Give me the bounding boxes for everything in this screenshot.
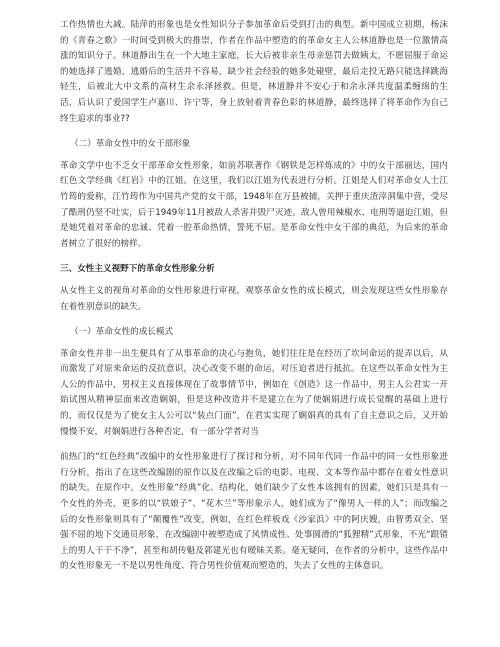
paragraph-growth-pattern: 革命女性并非一出生便具有了从事革命的决心与抱负，她们往往是在经历了坎坷命运的捉弄以后，从而激发了对原来命运的反抗意识，决心改变不堪的命运，对压迫者进行抵抗。在这些以革命女性为主人公的作品中，男权主义直接体现在了故事情节中，例如在《创造》这一作品中，男主人公君实一开始试图从精神层面来改造娴娟，但是这种改造并不是建立在为了使娴娟进行成长觉醒的基础上进行的，而仅仅是为了使女主人公可以“装点门面”，在君实实现了娴娟真的具有了自主意识之后，又开始慢慢不安，对娴娟进行各种否定，有一部分学者对当 [60, 348, 448, 437]
paragraph-jiang-jie: 革命文学中也不乏女干部革命女性形象，如前苏联著作《钢铁是怎样炼成的》中的女干部丽达，国内红色文学经典《红岩》中的江姐。在这里，我们以江姐为代表进行分析。江姐是人们对革命女人士江竹筠的爱称，江竹筠作为中国共产党的女干部，1948年在万县被捕，关押于重庆渣滓洞集中营，受尽了酷刑仍坚不吐实，后于1949年11月被敌人杀害并毁尸灭迹。敌人曾用辣椒水、电刑等逼迫江姐，但是她凭着对革命的忠诚、凭着一腔革命热情，誓死不屈。是革命女性中女干部的典范，为后来的革命者树立了很好的榜样。 [60, 160, 448, 249]
subheading-female-cadres: （二）革命女性中的女干部形象 [70, 139, 191, 150]
section-title-feminist-analysis: 三、女性主义视野下的革命女性形象分析 [60, 264, 215, 275]
paragraph-red-classics-adaptation: 前热门的“红色经典”改编中的女性形象进行了探讨和分析，对不同年代同一作品中的同一女性形象进行分析，指出了在这些改编剧的原作以及在改编之后的电影、电视、文本等作品中都存在着女性意识的缺失。在原作中，女性形象“经典”化、结构化，她们缺少了女性本该拥有的因素，她们只是具有一个女性的外壳，更多的以“铁娘子”、“花木兰”等形象示人，她们成为了“像男人一样的人”；而改编之后的女性形象则具有了“颠覆性”改变，例如，在红色样板戏《沙家浜》中的阿庆嫂，由智勇双全、坚强不屈的地下交通员形象，在改编剧中被塑造成了风情成性、处事圆滑的“狐狸精”式形象，不光“跟错上的男人干干不净”，甚至和胡传魁及郭建光也有暧昧关系。毫无疑问，在作者的分析中，这些作品中的女性形象无一不是以男性角度、符合男性价值观而塑造的，失去了女性的主体意识。 [60, 452, 448, 572]
paragraph-feminist-perspective: 从女性主义的视角对革命的女性形象进行审视，观察革命女性的成长模式，则会发现这些女性形象存在着性别意识的缺失。 [60, 285, 448, 312]
document-body [60, 18, 448, 575]
subheading-growth-pattern: （一）革命女性的成长模式 [70, 327, 174, 338]
paragraph-lu-ping-lin-daojing: 工作热情也大减。陆萍的形象也是女性知识分子参加革命后受到打击的典型。新中国成立初期，杨沫的《青春之歌》一时间受到极大的推崇，作者在作品中塑造的的革命女主人公林道静也是一位激情高涨的知识分子。林道静出生在一个大地主家庭，长大后被非亲生母亲惩罚去做姨太，不愿屈服于命运的她选择了逃婚，逃婚后的生活并不容易，缺少社会经验的她多处碰壁，最后走投无路只能选择跳海轻生，后被北大中文系的高材生余永泽拯救。但是，林道静并不安心于和余永泽共度温柔缠绵的生活，后认识了爱国学生卢嘉川、许宁等，身上放射着青春色彩的林道静，最终选择了将革命作为自己终生追求的事业?? [60, 20, 448, 124]
